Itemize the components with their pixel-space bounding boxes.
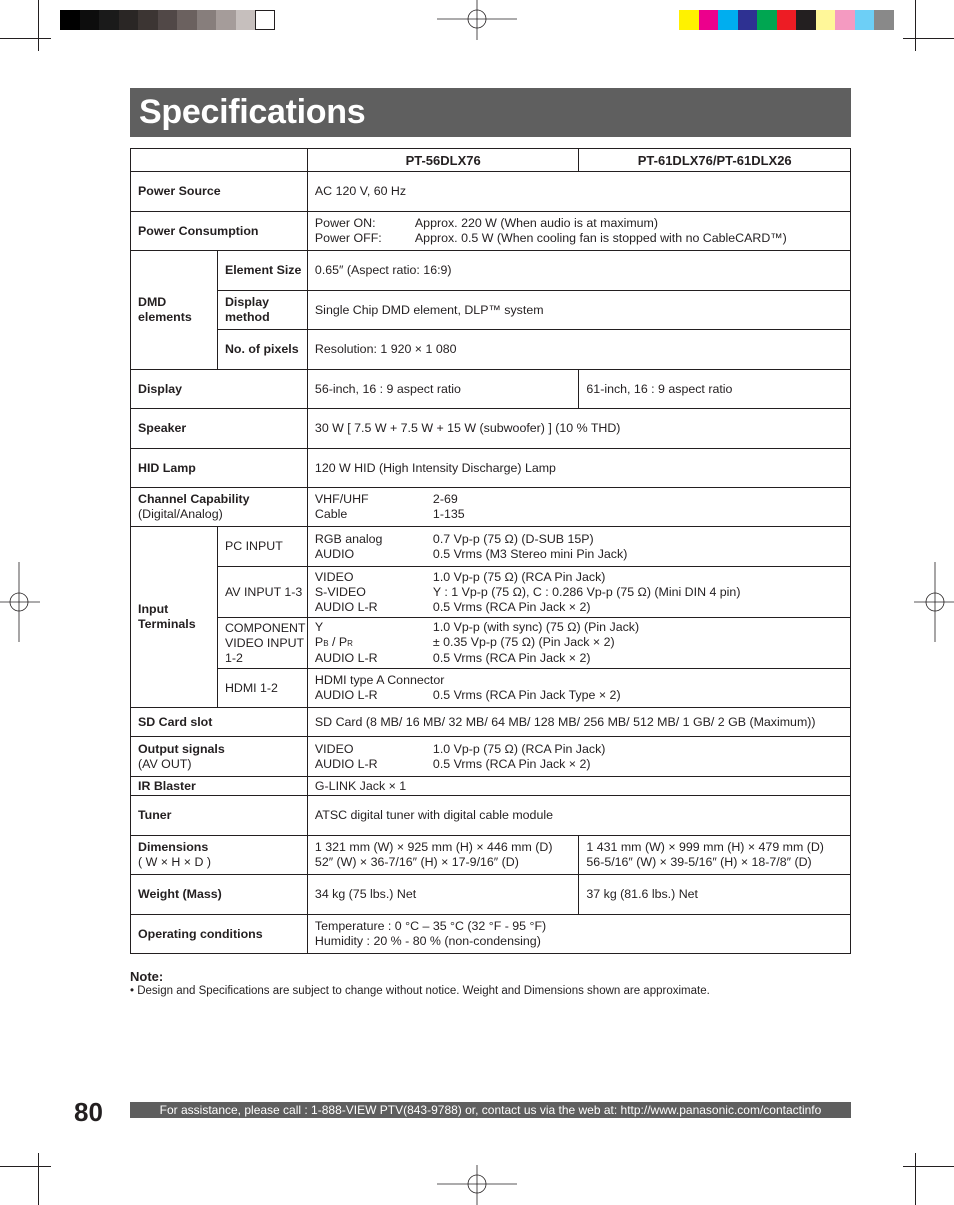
table-row <box>131 669 851 708</box>
weight-value-56: 34 kg (75 lbs.) Net <box>307 875 578 915</box>
weight-label: Weight (Mass) <box>131 875 308 915</box>
ir-blaster-value: G-LINK Jack × 1 <box>307 777 850 796</box>
table-row <box>131 708 851 737</box>
table-row <box>131 449 851 488</box>
tuner-value: ATSC digital tuner with digital cable module <box>307 796 850 836</box>
component-input-label: COMPONENT VIDEO INPUT 1-2 <box>217 618 307 669</box>
table-row <box>131 370 851 409</box>
dmd-elements-label: DMD elements <box>131 251 218 370</box>
output-signals-value: VIDEO 1.0 Vp-p (75 Ω) (RCA Pin Jack) AUDIO L-R 0.5 Vrms (RCA Pin Jack × 2) <box>307 737 850 777</box>
note-text: • Design and Specifications are subject to change without notice. Weight and Dimensions shown are approximate. <box>130 985 710 997</box>
color-swatch <box>718 10 738 30</box>
table-row <box>131 291 851 330</box>
dimensions-value-61: 1 431 mm (W) × 999 mm (H) × 479 mm (D) 56-5/16″ (W) × 39-5/16″ (H) × 18-7/8″ (D) <box>579 836 851 875</box>
dimensions-label: Dimensions ( W × H × D ) <box>131 836 308 875</box>
av-input-label: AV INPUT 1-3 <box>217 567 307 618</box>
table-row <box>131 777 851 796</box>
header-empty-cell <box>131 149 308 172</box>
hid-lamp-label: HID Lamp <box>131 449 308 488</box>
sd-card-label: SD Card slot <box>131 708 308 737</box>
title-bar <box>130 88 851 137</box>
color-swatch <box>80 10 100 30</box>
table-row <box>131 527 851 567</box>
color-swatch <box>855 10 875 30</box>
speaker-label: Speaker <box>131 409 308 449</box>
display-method-value: Single Chip DMD element, DLP™ system <box>307 291 850 330</box>
specifications-table <box>130 148 851 954</box>
color-swatch <box>699 10 719 30</box>
component-input-value: Y 1.0 Vp-p (with sync) (75 Ω) (Pin Jack) PB / PR ± 0.35 Vp-p (75 Ω) (Pin Jack × 2) AUDIO L-R 0.5 Vrms (RCA Pin Jack × 2) <box>307 618 850 669</box>
note-title: Note: <box>130 969 164 984</box>
color-swatch <box>138 10 158 30</box>
hdmi-input-label: HDMI 1-2 <box>217 669 307 708</box>
table-row <box>131 618 851 669</box>
hdmi-input-value: HDMI type A Connector AUDIO L-R 0.5 Vrms (RCA Pin Jack Type × 2) <box>307 669 850 708</box>
operating-conditions-value: Temperature : 0 °C – 35 °C (32 °F - 95 °F) Humidity : 20 % - 80 % (non-condensing) <box>307 915 850 954</box>
table-row <box>131 875 851 915</box>
color-swatch <box>777 10 797 30</box>
footer-assistance-bar: For assistance, please call : 1-888-VIEW PTV(843-9788) or, contact us via the web at: http://www.panasonic.com/contactinfo <box>130 1102 851 1118</box>
model-header-61: PT-61DLX76/PT-61DLX26 <box>579 149 851 172</box>
table-row <box>131 796 851 836</box>
color-swatch <box>197 10 217 30</box>
color-swatch <box>255 10 275 30</box>
sd-card-value: SD Card (8 MB/ 16 MB/ 32 MB/ 64 MB/ 128 MB/ 256 MB/ 512 MB/ 1 GB/ 2 GB (Maximum)) <box>307 708 850 737</box>
table-row <box>131 172 851 212</box>
note-section <box>130 969 710 999</box>
table-row <box>131 737 851 777</box>
page-number: 80 <box>74 1097 103 1127</box>
channel-capability-label: Channel Capability (Digital/Analog) <box>131 488 308 527</box>
speaker-value: 30 W [ 7.5 W + 7.5 W + 15 W (subwoofer) ] (10 % THD) <box>307 409 850 449</box>
registration-mark-bottom <box>437 1165 517 1205</box>
color-swatch <box>60 10 80 30</box>
table-row <box>131 915 851 954</box>
color-swatch <box>816 10 836 30</box>
color-swatch <box>757 10 777 30</box>
color-swatch <box>99 10 119 30</box>
color-swatch <box>796 10 816 30</box>
power-source-label: Power Source <box>131 172 308 212</box>
ir-blaster-label: IR Blaster <box>131 777 308 796</box>
power-consumption-label: Power Consumption <box>131 212 308 251</box>
color-swatch <box>216 10 236 30</box>
element-size-label: Element Size <box>217 251 307 291</box>
color-swatch <box>874 10 894 30</box>
table-row <box>131 488 851 527</box>
channel-capability-value: VHF/UHF 2-69 Cable 1-135 <box>307 488 850 527</box>
color-swatch <box>738 10 758 30</box>
pixels-value: Resolution: 1 920 × 1 080 <box>307 330 850 370</box>
model-header-56: PT-56DLX76 <box>307 149 578 172</box>
display-label: Display <box>131 370 308 409</box>
dimensions-value-56: 1 321 mm (W) × 925 mm (H) × 446 mm (D) 52″ (W) × 36-7/16″ (H) × 17-9/16″ (D) <box>307 836 578 875</box>
output-signals-label: Output signals (AV OUT) <box>131 737 308 777</box>
table-row <box>131 567 851 618</box>
hid-lamp-value: 120 W HID (High Intensity Discharge) Lamp <box>307 449 850 488</box>
table-row <box>131 836 851 875</box>
pc-input-value: RGB analog 0.7 Vp-p (75 Ω) (D-SUB 15P) AUDIO 0.5 Vrms (M3 Stereo mini Pin Jack) <box>307 527 850 567</box>
table-row <box>131 409 851 449</box>
registration-mark-left <box>0 562 40 642</box>
operating-conditions-label: Operating conditions <box>131 915 308 954</box>
color-swatch <box>679 10 699 30</box>
element-size-value: 0.65″ (Aspect ratio: 16:9) <box>307 251 850 291</box>
registration-mark-right <box>914 562 954 642</box>
pixels-label: No. of pixels <box>217 330 307 370</box>
registration-mark-top <box>437 0 517 40</box>
color-swatch <box>835 10 855 30</box>
color-swatch <box>158 10 178 30</box>
weight-value-61: 37 kg (81.6 lbs.) Net <box>579 875 851 915</box>
table-row <box>131 330 851 370</box>
power-source-value: AC 120 V, 60 Hz <box>307 172 850 212</box>
input-terminals-label: Input Terminals <box>131 527 218 708</box>
av-input-value: VIDEO 1.0 Vp-p (75 Ω) (RCA Pin Jack) S-VIDEO Y : 1 Vp-p (75 Ω), C : 0.286 Vp-p (75 Ω) (Mini DIN 4 pin) AUDIO L-R 0.5 Vrms (RCA Pin Jack × 2) <box>307 567 850 618</box>
color-swatch <box>177 10 197 30</box>
color-swatch <box>119 10 139 30</box>
display-method-label: Display method <box>217 291 307 330</box>
tuner-label: Tuner <box>131 796 308 836</box>
display-value-56: 56-inch, 16 : 9 aspect ratio <box>307 370 578 409</box>
pc-input-label: PC INPUT <box>217 527 307 567</box>
page-title: Specifications <box>139 93 366 131</box>
display-value-61: 61-inch, 16 : 9 aspect ratio <box>579 370 851 409</box>
table-row <box>131 212 851 251</box>
table-row <box>131 251 851 291</box>
power-consumption-value: Power ON: Approx. 220 W (When audio is at maximum) Power OFF: Approx. 0.5 W (When cooling fan is stopped with no CableCARD™) <box>307 212 850 251</box>
table-header-row <box>131 149 851 172</box>
color-swatch <box>236 10 256 30</box>
